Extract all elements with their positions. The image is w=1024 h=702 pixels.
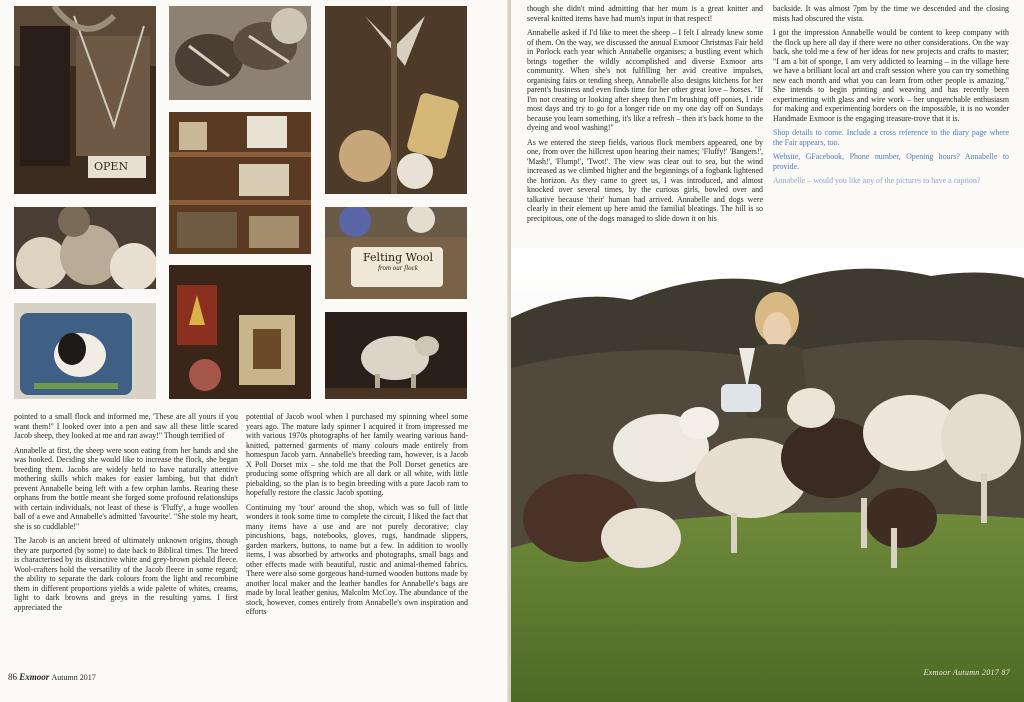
paragraph: Annabelle at first, the sheep were soon eating from her hands and she was hooked. Deciding she would like to increase the flock, she began breeding them. Jacobs are widely held to have naturally attentive mothering skills which makes for easier lambing, but that didn't prevent Annabelle being left with a few orphan lambs. Rearing these orphans from the bottle meant she forged some profound relationships with certain individuals, not least of these is 'Fluffy', a huge woollen ball of a ewe and Annabelle's admitted 'favourite'. "She stole my heart, she is so cuddlable!" — [14, 445, 238, 531]
left-column-1 — [14, 412, 238, 617]
editor-note-caption: Annabelle – would you like any of the pictures to have a caption? — [773, 176, 981, 185]
felting-wool-sign-title: Felting Wool — [363, 251, 433, 264]
issue-label: Autumn 2017 — [51, 673, 96, 682]
photo-felted-sheep — [325, 312, 467, 399]
paragraph: The Jacob is an ancient breed of ultimately unknown origins, though they are purported (by some) to date back to Biblical times. The breed is characterised by its distinctive white and grey-brown piebald fleece. Wool-crafters hold the versatility of the Jacob fleece in some regard; the ability to separate the dark colours from the light and recombine them in different proportions yields a wide palette of whites, creams, light to dark browns and greys in the resulting yarns. I first appreciated the — [14, 536, 238, 612]
photo-shop-window — [14, 6, 156, 194]
editor-note-contact: Website, GFacebook, Phone number, Opening hours? Annabelle to provide. — [773, 152, 1009, 171]
open-sign: OPEN — [94, 160, 129, 173]
paragraph: As we entered the steep fields, various flock members appeared, one by one, from over the hillcrest upon hearing their names; 'Fluffy!' 'Bangers!', 'Mash!', 'Flump!', 'Twot!'. The view was clear out to sea, but the wind increased as we climbed higher and the beginnings of a fogbank lightened the horizon. As they came to greet us, I was introduced, and almost knocked over several times, by the curious girls, bowled over and talkative because 'their' human had arrived. Annabelle and dogs were clearly in their element up here amid the familial bleatings. The hill is so precipitous, one of the dogs managed to slide down it on his — [527, 137, 763, 223]
photo-shop-shelves — [169, 112, 311, 254]
photo-wooden-tags — [325, 6, 467, 194]
magazine-title: Exmoor — [19, 672, 50, 682]
left-column-2 — [246, 412, 468, 622]
page-folio-right: Exmoor Autumn 2017 87 — [923, 668, 1010, 677]
paragraph: pointed to a small flock and informed me, 'These are all yours if you want them!'' I looked over into a pen and saw all these little scared Jacob sheep, they looked at me and ran away!" Though terrified of — [14, 412, 238, 440]
right-column-2 — [773, 4, 1009, 191]
page-folio-left — [8, 672, 96, 682]
photo-hanging-bags — [169, 265, 311, 399]
paragraph: Annabelle asked if I'd like to meet the sheep – I felt I already knew some of them. On the way, we discussed the annual Exmoor Christmas Fair held in Porlock each year which Annabelle organises; a bustling event which brings together the wildly accomplished and diverse Exmoor arts community. When she's not fulfilling her avid creative impulses, organising fairs or tending sheep, Annabelle also designs kitchens for her parent's business and even finds time for her other great love – horses. "If I'm not creating or looking after sheep then I'm brushing off ponies, I ride most days and try to go for a longer ride on my one day off on Sundays because you learn something, it's like a refresh – then it's back home to the dyeing and wool washing!" — [527, 28, 763, 132]
photo-sheep-cushion — [14, 303, 156, 399]
photo-annabelle-with-flock — [511, 248, 1024, 702]
paragraph: though she didn't mind admitting that her mum is a great knitter and several knitted items have had mum's input in that respect! — [527, 4, 763, 23]
paragraph: Continuing my 'tour' around the shop, which was so full of little wonders it took some time to complete the circuit, I liked the fact that many items have a use and are not purely decorative; clay pincushions, bags, notebooks, gloves, rugs, handmade slippers, garden markers, buttons, to name but a few. In addition to woolly items, I was absorbed by artworks and photographs, small bags and other effects made with beautiful, rustic and animal-themed fabrics. There were also some gorgeous hand-turned wooden buttons made by another local maker and the leather handles for Annabelle's bags are made by local leather genius, Malcolm McCoy. The abundance of the stock, however, comes entirely from Annabelle's own inspiration and efforts — [246, 502, 468, 616]
right-page — [511, 0, 1024, 702]
felting-wool-sign — [355, 251, 441, 272]
photo-knitted-slippers — [169, 6, 311, 100]
paragraph: potential of Jacob wool when I purchased my spinning wheel some years ago. The mature lady spinner I acquired it from impressed me with various 1970s photographs of her family wearing various hand-knitted, patterned garments of many colours made entirely from homespun Jacob yarn. Annabelle's breeding ram, however, is a Jacob X Poll Dorset mix – she told me that the Poll Dorset genetics are producing some offspring which are all dark or all white, with little piebalding, so the plan is to begin breeding with a pure Jacob ram to hopefully restore the classic Jacob spotting. — [246, 412, 468, 497]
left-page — [0, 0, 509, 702]
right-column-1 — [527, 4, 763, 228]
editor-note-shop: Shop details to come. Include a cross reference to the diary page where the Fair appears, too. — [773, 128, 1009, 147]
felting-wool-sign-sub: from our flock — [378, 264, 418, 272]
paragraph: I got the impression Annabelle would be content to keep company with the flock up here all day if there were no other considerations. On the way back, she told me a few of her ideas for new projects and crafts to master; "I am a bit of sponge, I am very addicted to learning – in the village here we have a brilliant local art and craft session where you can try something new each month and what you can learn from other people is amazing." She intends to begin printing and weaving and has recently been experimenting with glass and wire work – her unquenchable enthusiasm for making and experimenting borders on the impossible, it is no wonder Handmade Exmoor is the engaging treasure-trove that it is. — [773, 28, 1009, 123]
paragraph: backside. It was almost 7pm by the time we descended and the closing mists had obscured the vista. — [773, 4, 1009, 23]
photo-felting-wool — [325, 207, 467, 299]
page-number: 86 — [8, 672, 17, 682]
photo-yarn-balls — [14, 207, 156, 289]
